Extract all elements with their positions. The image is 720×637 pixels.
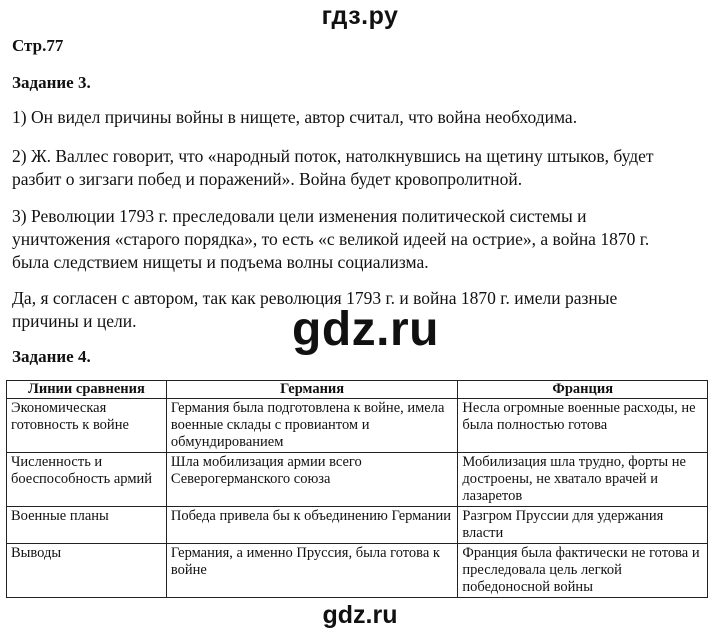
- task3-answer3: [12, 205, 712, 274]
- table-cell: Военные планы: [7, 507, 167, 544]
- table-row: [7, 399, 708, 453]
- page-ref: Стр.77: [12, 36, 64, 55]
- answer3-line3: была следствием нищеты и подъема волны социализма.: [12, 252, 429, 272]
- table-cell: Экономическая готовность к войне: [7, 399, 167, 453]
- table-row: [7, 544, 708, 598]
- table-cell: Несла огромные военные расходы, не была полностью готова: [458, 399, 708, 453]
- table-cell: Победа привела бы к объединению Германии: [166, 507, 458, 544]
- answer2-line1: 2) Ж. Валлес говорит, что «народный поток, натолкнувшись на щетину штыков, будет: [12, 146, 654, 166]
- answer3-line2: уничтожения «старого порядка», то есть «с великой идеей на острие», а война 1870 г.: [12, 229, 650, 249]
- conclusion-line2: причины и цели.: [12, 311, 137, 331]
- table-cell: Германия была подготовлена к войне, имела военные склады с провиантом и обмундированием: [166, 399, 458, 453]
- site-logo-top: гдз.ру: [321, 2, 399, 30]
- task3-answer1: [12, 106, 712, 129]
- task4-title: Задание 4.: [12, 347, 91, 366]
- column-header: Германия: [166, 381, 458, 399]
- table-cell: Выводы: [7, 544, 167, 598]
- table-cell: Германия, а именно Пруссия, была готова к войне: [166, 544, 458, 598]
- column-header: Линии сравнения: [7, 381, 167, 399]
- column-header: Франция: [458, 381, 708, 399]
- table-cell: Мобилизация шла трудно, форты не достроены, не хватало врачей и лазаретов: [458, 453, 708, 507]
- task3-title: Задание 3.: [12, 73, 91, 92]
- table-cell: Шла мобилизация армии всего Северогерманского союза: [166, 453, 458, 507]
- table-row: [7, 453, 708, 507]
- site-logo-bottom: gdz.ru: [322, 601, 398, 629]
- table-cell: Численность и боеспособность армий: [7, 453, 167, 507]
- answer3-line1: 3) Революции 1793 г. преследовали цели изменения политической системы и: [12, 206, 587, 226]
- conclusion-line1: Да, я согласен с автором, так как революция 1793 г. и война 1870 г. имели разные: [12, 288, 618, 308]
- table-header-row: [7, 381, 708, 399]
- table-cell: Франция была фактически не готова и преследовала цель легкой победоносной войны: [458, 544, 708, 598]
- task3-answer2: [12, 145, 712, 191]
- table-cell: Разгром Пруссии для удержания власти: [458, 507, 708, 544]
- table-row: [7, 507, 708, 544]
- watermark-logo: gdz.ru: [292, 303, 439, 356]
- answer2-line2: разбит о зигзаги побед и поражений». Война будет кровопролитной.: [12, 169, 523, 189]
- comparison-table: [6, 380, 708, 598]
- answer1-text: 1) Он видел причины войны в нищете, автор считал, что война необходима.: [12, 107, 578, 127]
